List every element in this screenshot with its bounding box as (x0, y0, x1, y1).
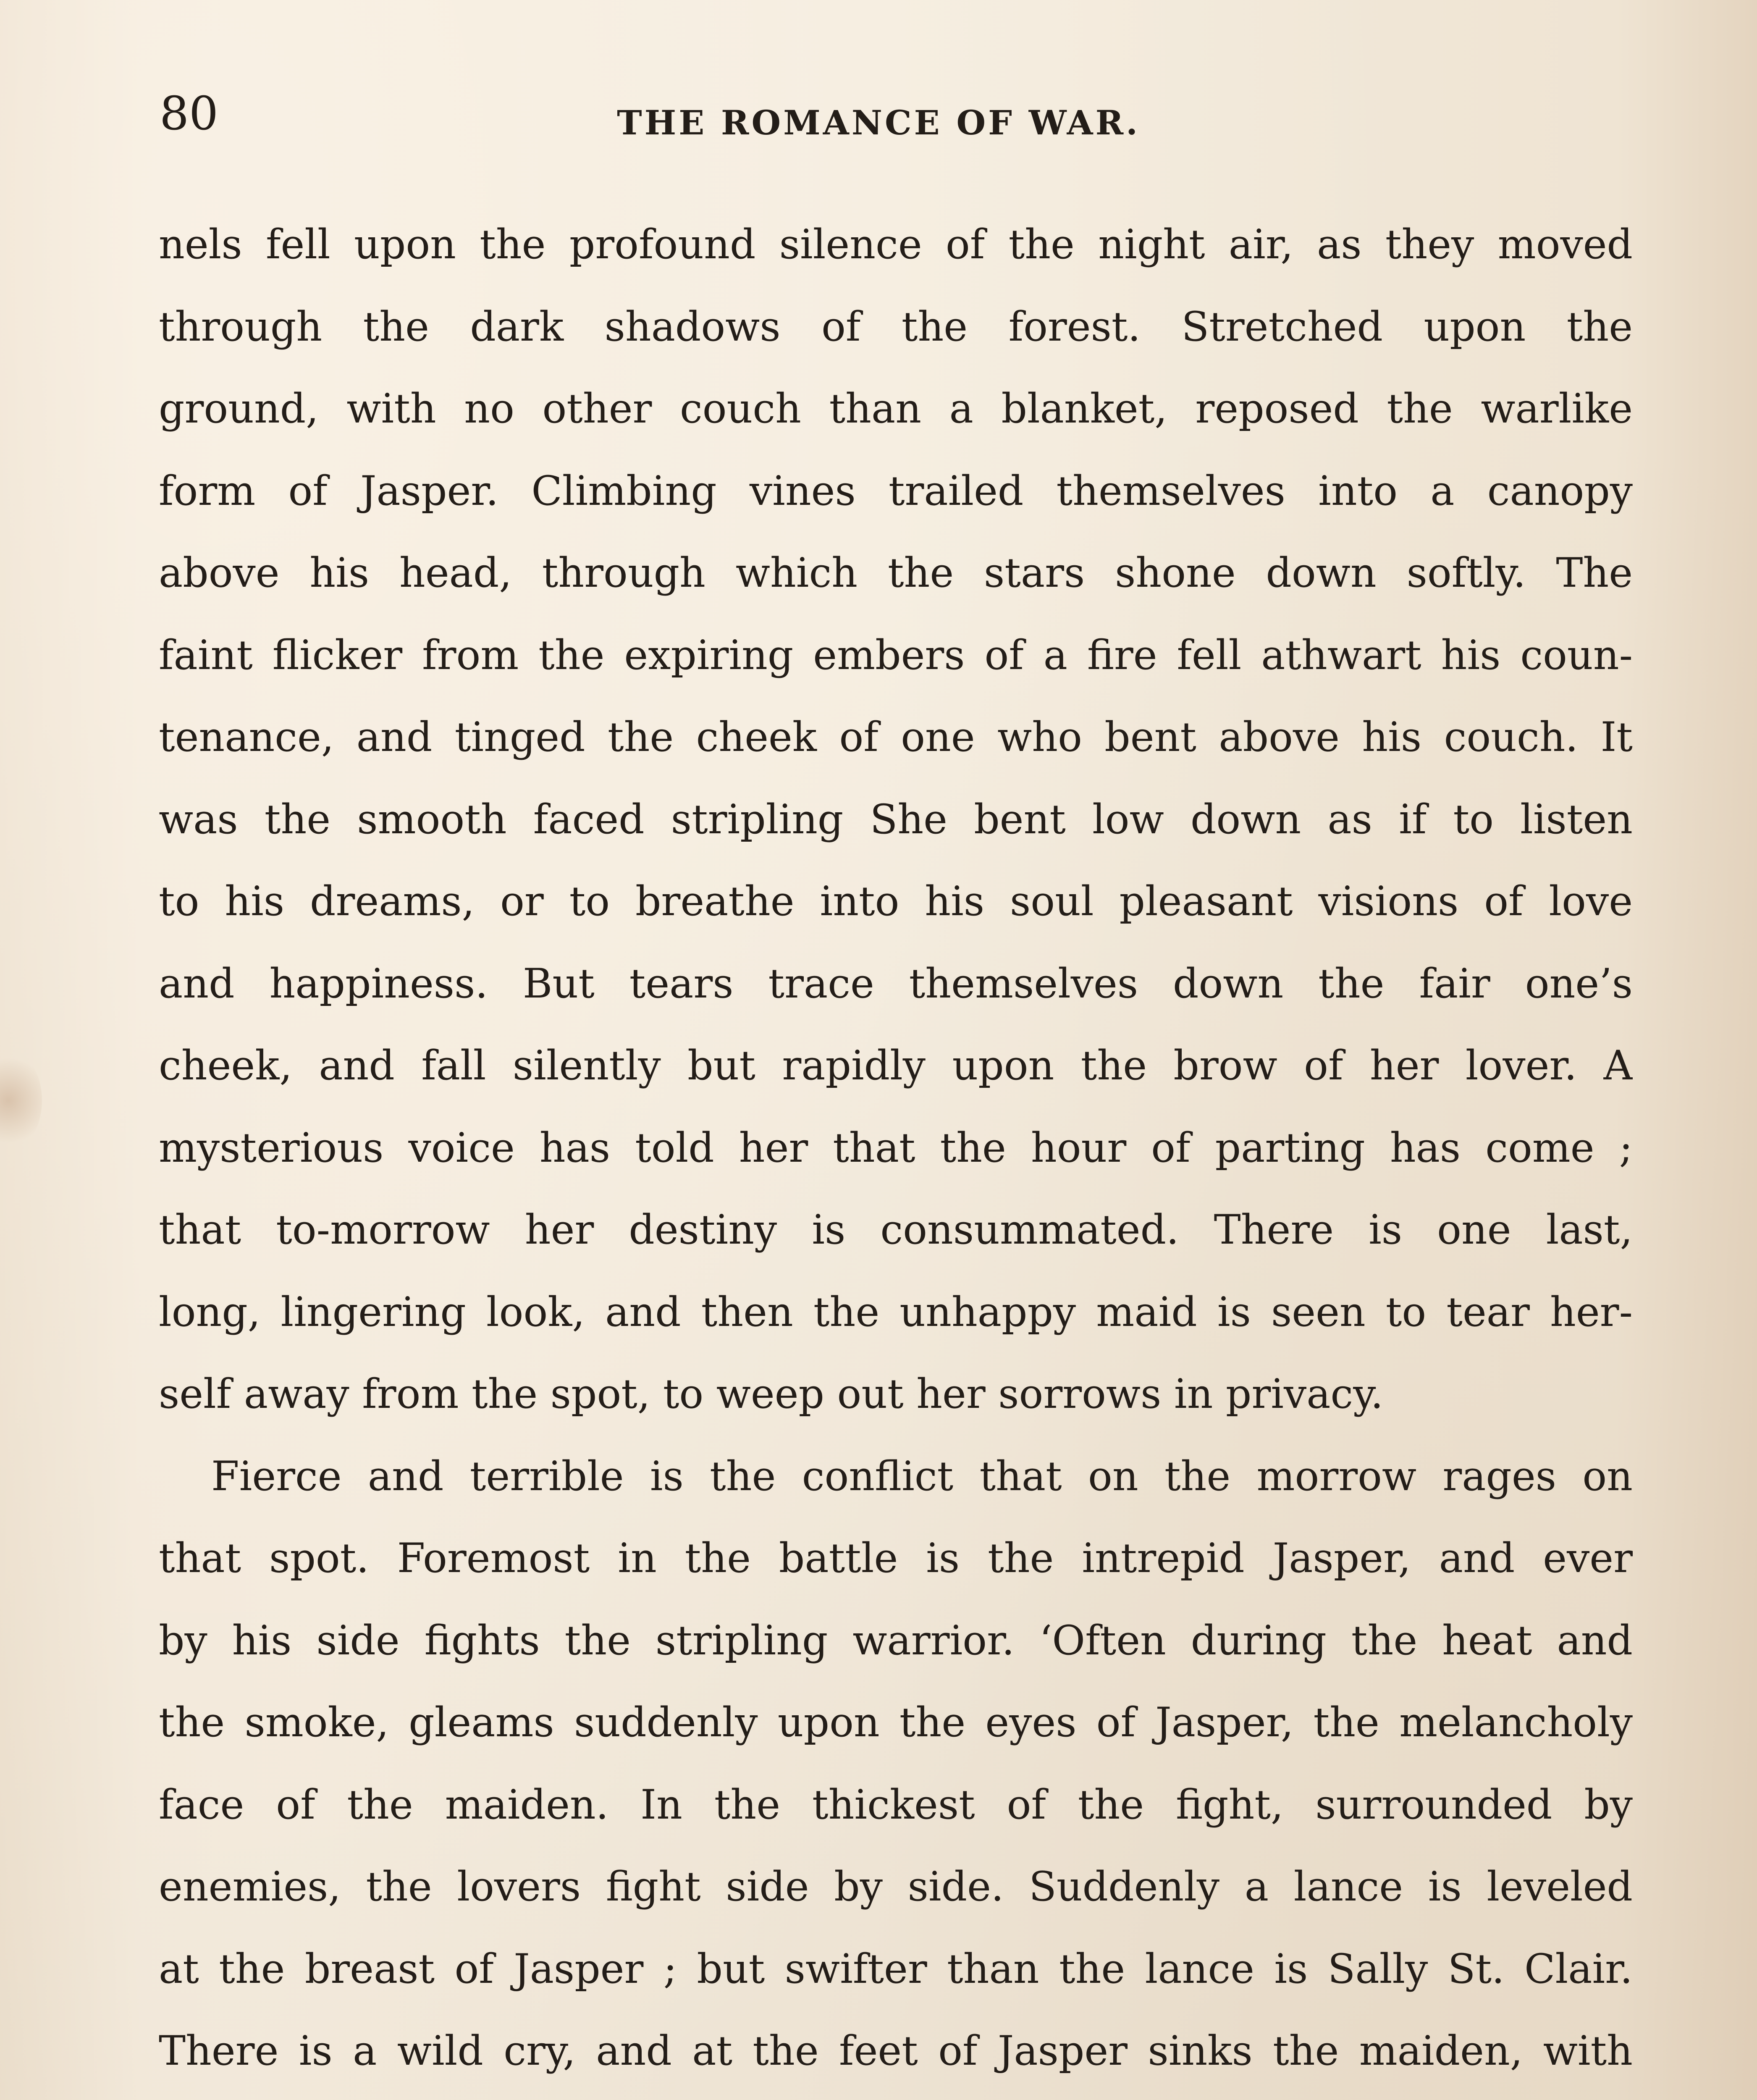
text-line: by his side fights the stripling warrior. ‘Often during the heat and (159, 1617, 1633, 1664)
text-line: ground, with no other couch than a blanket, reposed the warlike (159, 385, 1633, 432)
text-line (159, 2092, 1633, 2100)
text-line: faint flicker from the expiring embers of a fire fell athwart his coun- (159, 631, 1633, 679)
page-number: 80 (160, 87, 218, 140)
text-line: cheek, and fall silently but rapidly upon the brow of her lover. A (159, 1042, 1633, 1089)
body-text (159, 204, 1633, 2100)
text-line: enemies, the lovers fight side by side. Suddenly a lance is leveled (159, 1863, 1633, 1910)
text-line: Fierce and terrible is the conflict that on the morrow rages on (211, 1452, 1633, 1500)
text-line: at the breast of Jasper ; but swifter than the lance is Sally St. Clair. (159, 1945, 1633, 1992)
text-line: nels fell upon the profound silence of the night air, as they moved (159, 221, 1633, 268)
text-line: There is a wild cry, and at the feet of Jasper sinks the maiden, with (159, 2027, 1633, 2074)
text-line: through the dark shadows of the forest. Stretched upon the (159, 303, 1633, 350)
text-line: that spot. Foremost in the battle is the intrepid Jasper, and ever (159, 1535, 1633, 1582)
text-line: self away from the spot, to weep out her sorrows in privacy. (159, 1370, 1384, 1418)
text-line: tenance, and tinged the cheek of one who bent above his couch. It (159, 714, 1633, 761)
text-line: form of Jasper. Climbing vines trailed themselves into a canopy (159, 467, 1633, 514)
paper-stain (0, 1050, 42, 1151)
text-line: mysterious voice has told her that the hour of parting has come ; (159, 1124, 1633, 1171)
text-line: was the smooth faced stripling She bent low down as if to listen (159, 795, 1633, 843)
text-line: the smoke, gleams suddenly upon the eyes of Jasper, the melancholy (159, 1699, 1633, 1746)
text-line: that to-morrow her destiny is consummated. There is one last, (159, 1206, 1633, 1253)
text-line: long, lingering look, and then the unhappy maid is seen to tear her- (159, 1288, 1633, 1336)
text-line: and happiness. But tears trace themselves down the fair one’s (159, 960, 1633, 1007)
text-line: to his dreams, or to breathe into his soul pleasant visions of love (159, 878, 1633, 925)
text-line: above his head, through which the stars shone down softly. The (159, 549, 1633, 596)
running-title: THE ROMANCE OF WAR. (617, 103, 1140, 142)
text-line: face of the maiden. In the thickest of the fight, surrounded by (159, 1781, 1633, 1828)
